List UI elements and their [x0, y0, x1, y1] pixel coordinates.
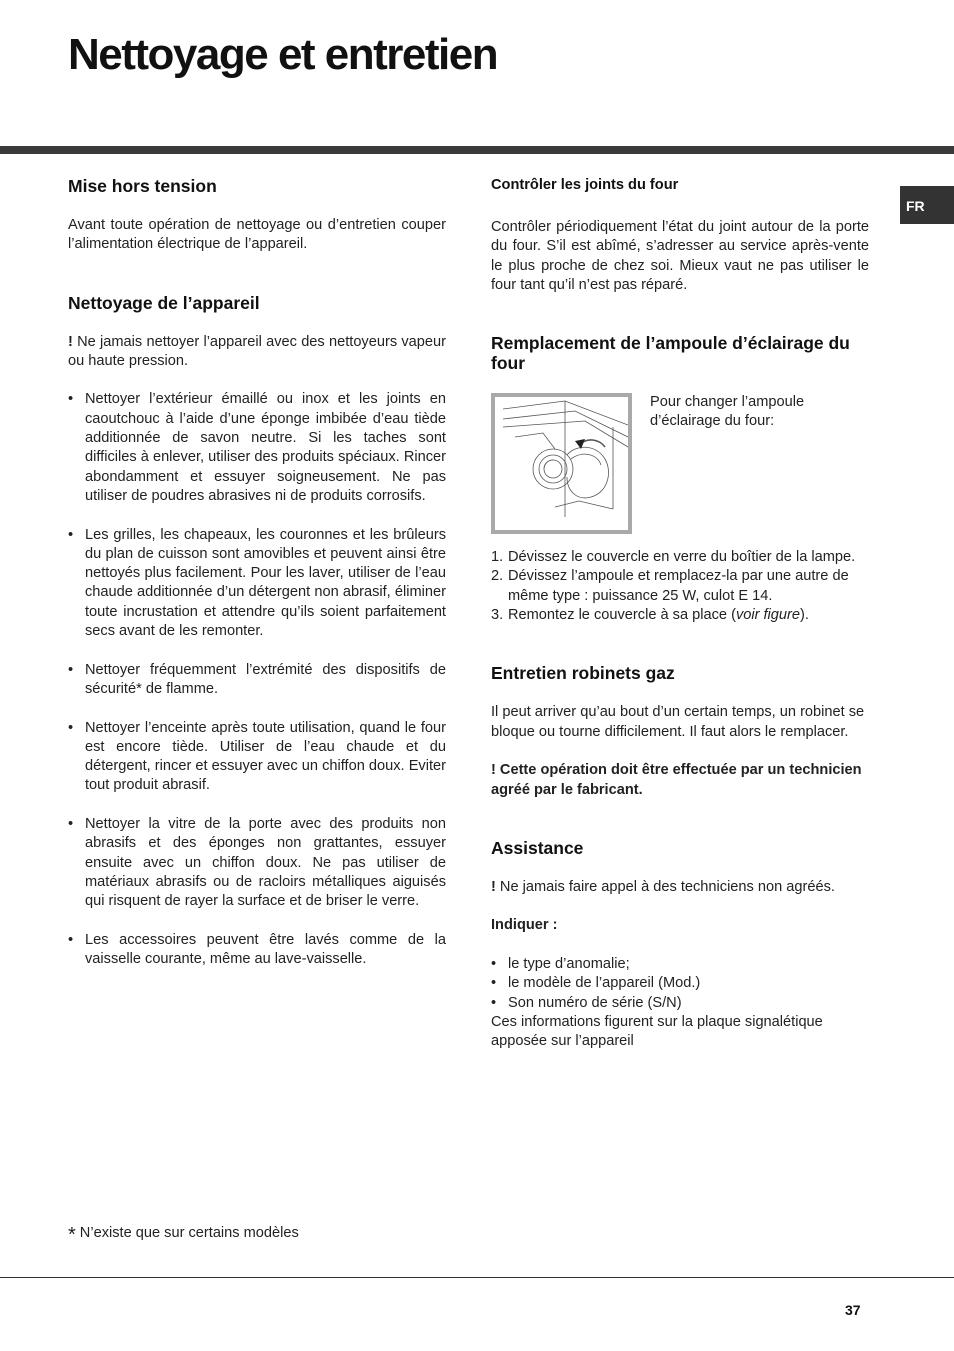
lamp-replacement-figure — [491, 393, 632, 534]
section-text-assistance: Ces informations figurent sur la plaque signalétique apposée sur l’appareil — [491, 1013, 823, 1050]
section-title-remplacement-ampoule: Remplacement de l’ampoule d’éclairage du four — [491, 333, 850, 374]
step-text: Dévissez le couvercle en verre du boîtier de la lampe. — [508, 549, 856, 566]
list-item — [491, 567, 869, 606]
oven-lamp-icon — [495, 397, 628, 530]
list-item: • le modèle de l’appareil (Mod.) — [491, 974, 869, 993]
warning-mark: ! — [68, 333, 73, 350]
section-title-mise-hors-tension: Mise hors tension — [68, 176, 217, 196]
top-divider — [0, 146, 954, 154]
section-text-mise-hors-tension: Avant toute opération de nettoyage ou d’entretien couper l’alimentation électrique de l’appareil. — [68, 217, 446, 253]
step-text-italic: voir figure — [735, 607, 801, 624]
step-text: Remontez le couvercle à sa place ( — [508, 607, 736, 624]
right-column — [491, 176, 869, 1052]
list-item: • Nettoyer la vitre de la porte avec des produits non abrasifs et des éponges non grattantes, essuyer ensuite avec un chiffon doux. Ne pas utiliser de matériaux abrasifs ou de racloirs métalliques aiguisés qui risquent de rayer la surface et de briser le verre. — [68, 815, 446, 911]
list-item: • Nettoyer l’enceinte après toute utilisation, quand le four est encore tiède. Utiliser de l’eau chaude et du détergent, rincer et essuyer avec un chiffon doux. Eviter tout produit abrasif. — [68, 719, 446, 796]
step-text-end: ). — [800, 607, 809, 624]
warning-text: Ne jamais faire appel à des techniciens non agréés. — [495, 878, 835, 895]
page-number: 37 — [845, 1302, 861, 1318]
step-number: 3. — [491, 607, 504, 624]
footnote-text: N’existe que sur certains modèles — [79, 1225, 299, 1241]
figure-caption: Pour changer l’ampoule d’éclairage du four: — [650, 394, 805, 430]
left-column — [68, 176, 446, 969]
step-number: 1. — [491, 549, 504, 566]
warning-nettoyeurs-vapeur — [68, 333, 446, 372]
warning-text: Ne jamais nettoyer l’appareil avec des nettoyeurs vapeur ou haute pression. — [68, 333, 446, 369]
warning-mark: ! — [491, 878, 496, 895]
section-title-joints-four: Contrôler les joints du four — [491, 177, 679, 193]
list-item: • le type d’anomalie; — [491, 955, 869, 974]
list-item — [491, 548, 869, 567]
indiquer-label: Indiquer : — [491, 917, 558, 934]
step-number: 2. — [491, 568, 504, 585]
section-title-nettoyage-appareil: Nettoyage de l’appareil — [68, 292, 260, 313]
warning-techniciens-non-agrees — [491, 878, 869, 897]
warning-technicien-agree: ! Cette opération doit être effectuée par un technicien agréé par le fabricant. — [491, 762, 862, 798]
bottom-divider — [0, 1277, 954, 1278]
list-item: • Nettoyer l’extérieur émaillé ou inox et les joints en caoutchouc à l’aide d’une éponge imbibée d’eau tiède additionnée de savon neutre. Si les taches sont difficiles à enlever, utiliser des produits spéciaux. Rincer abondamment et essuyer soigneusement. Ne pas utiliser de poudres abrasives ni de produits corrosifs. — [68, 390, 446, 506]
list-item: • Son numéro de série (S/N) — [491, 994, 869, 1013]
footnote — [68, 1224, 299, 1247]
footnote-star: * — [68, 1224, 76, 1246]
section-title-robinets-gaz: Entretien robinets gaz — [491, 663, 675, 684]
lamp-figure-row — [491, 393, 869, 534]
step-text: Dévissez l’ampoule et remplacez-la par une autre de même type : puissance 25 W, culot E 14. — [508, 568, 849, 604]
section-text-robinets-gaz: Il peut arriver qu’au bout d’un certain temps, un robinet se bloque ou tourne difficilement. Il faut alors le remplacer. — [491, 704, 865, 740]
section-text-joints-four: Contrôler périodiquement l’état du joint autour de la porte du four. S’il est abîmé, s’adresser au service après-vente le plus proche de chez soi. Mieux vaut ne pas utiliser le four tant qu’il n’est pas réparé. — [491, 219, 869, 293]
cleaning-list — [68, 390, 446, 969]
list-item: • Nettoyer fréquemment l’extrémité des dispositifs de sécurité* de flamme. — [68, 661, 446, 700]
list-item: • Les grilles, les chapeaux, les couronnes et les brûleurs du plan de cuisson sont amovibles et peuvent ainsi être nettoyés plus facilement. Pour les laver, utiliser de l’eau chaude additionnée d’un détergent non abrasif, éliminer toute incrustation et attendre qu’ils soient parfaitement secs avant de les remonter. — [68, 526, 446, 642]
list-item: • Les accessoires peuvent être lavés comme de la vaisselle courante, même au lave-vaisselle. — [68, 931, 446, 970]
assistance-list — [491, 955, 869, 1013]
lamp-steps-list — [491, 548, 869, 625]
list-item — [491, 606, 869, 625]
page-title: Nettoyage et entretien — [68, 30, 498, 79]
section-title-assistance: Assistance — [491, 837, 584, 858]
language-tab: FR — [900, 186, 954, 224]
